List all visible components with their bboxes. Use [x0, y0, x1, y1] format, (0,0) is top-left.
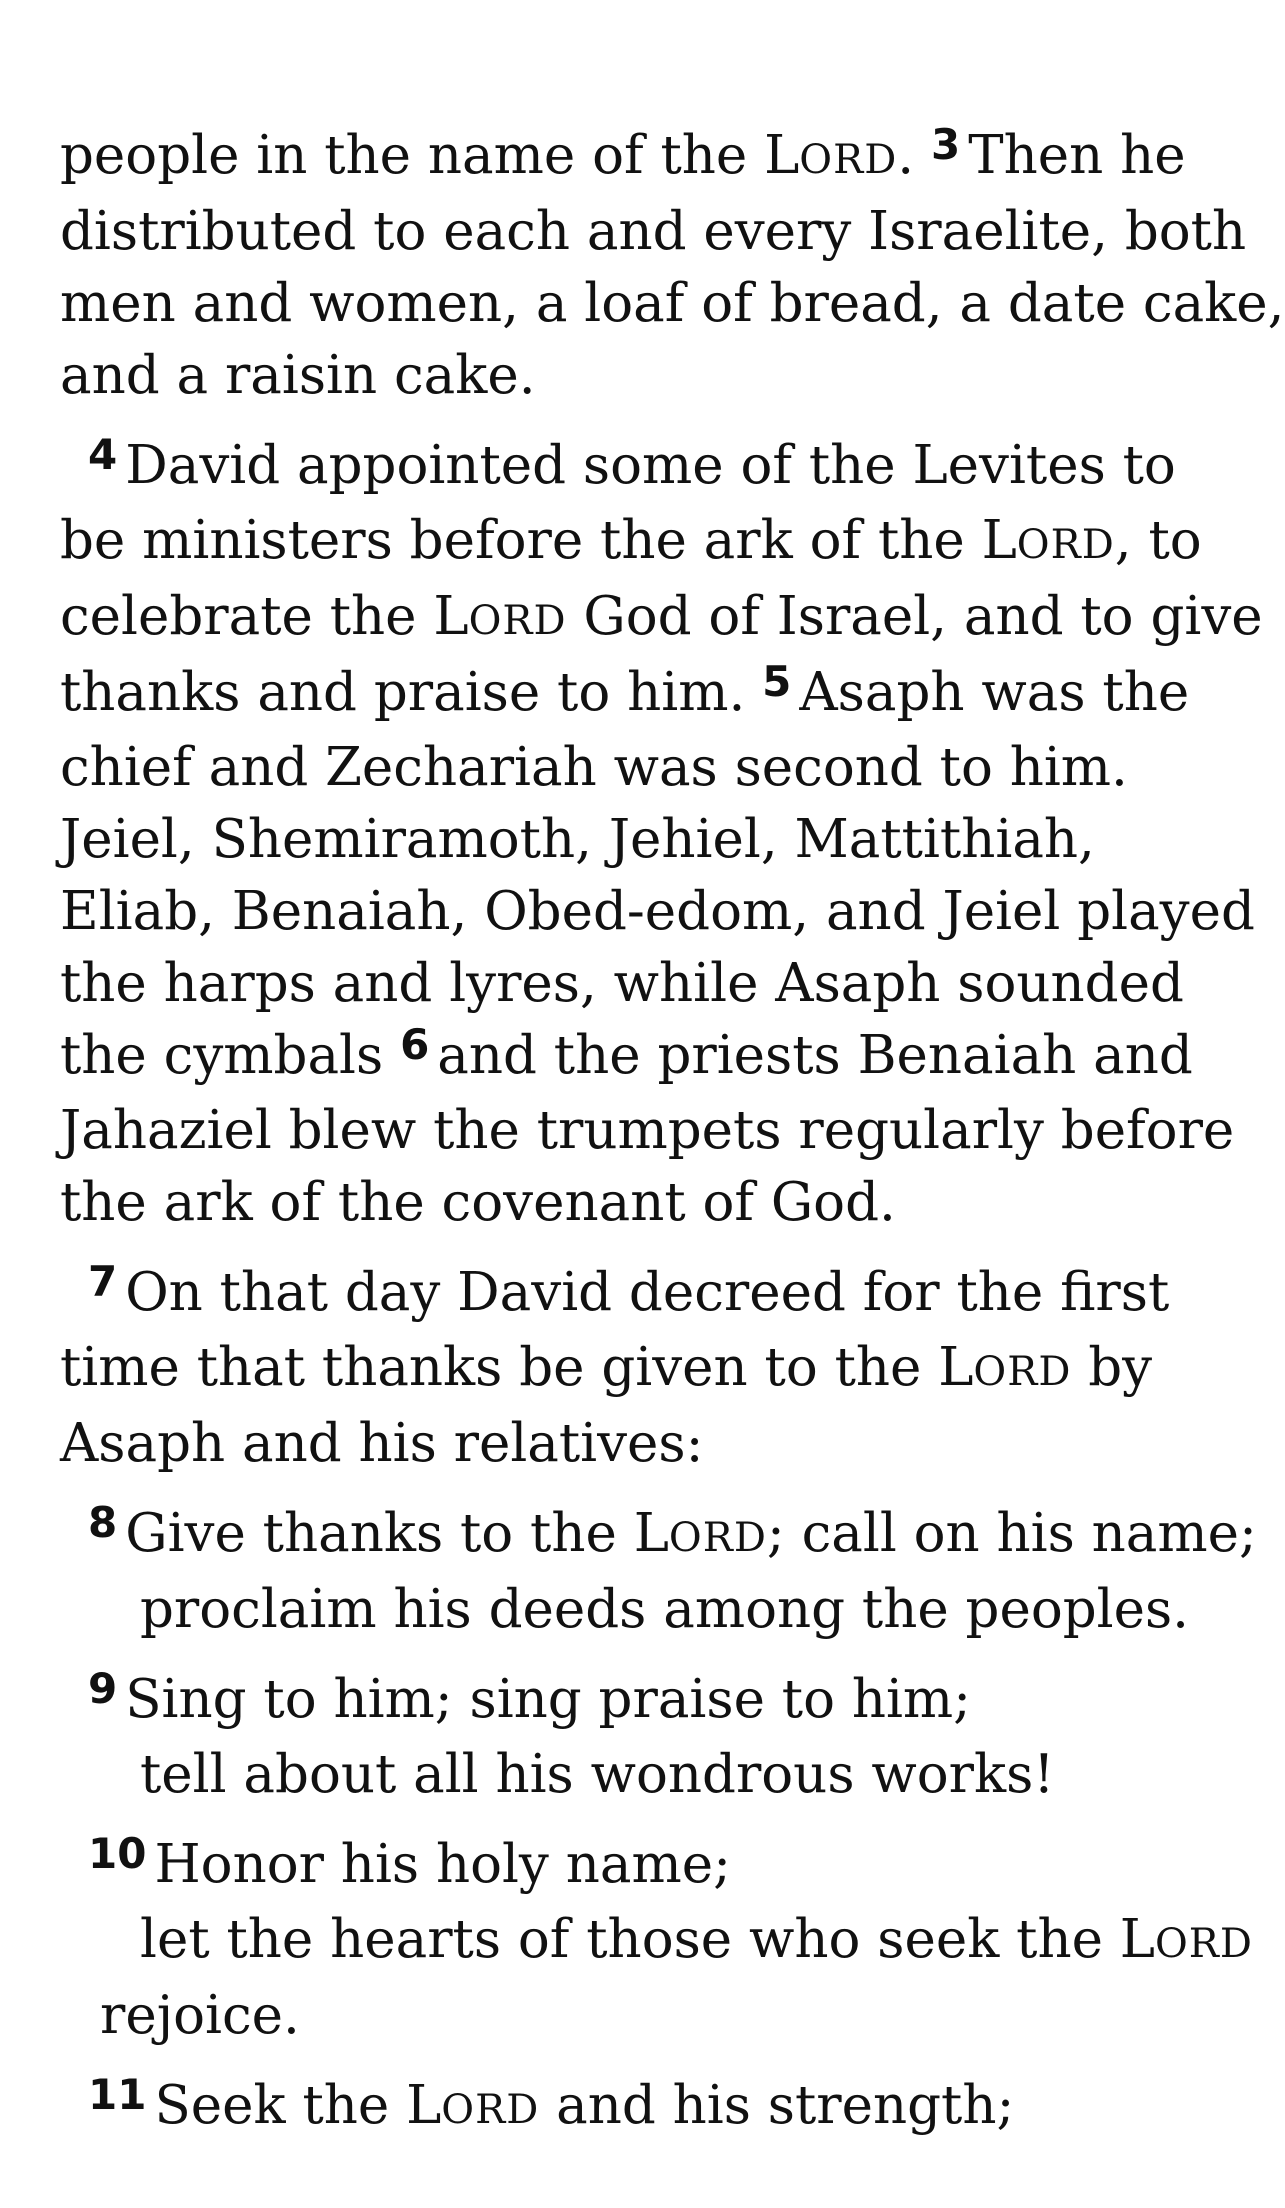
text-line	[60, 1257, 1200, 1332]
verse-number: 4	[88, 430, 118, 479]
text-span: by	[1071, 1337, 1153, 1398]
text-span: Seek the L	[154, 2075, 442, 2136]
text-span: David appointed some of the Levites to	[125, 435, 1176, 496]
verse-number: 6	[400, 1020, 430, 1069]
verse-number: 5	[762, 657, 792, 706]
poetry-line: proclaim his deeds among the peoples.	[140, 1579, 1190, 1640]
text-line: distributed to each and every Israelite, both	[60, 201, 1247, 262]
text-line	[60, 430, 1200, 505]
text-span: On that day David decreed for the first	[125, 1262, 1170, 1323]
text-span: Sing to him; sing praise to him;	[125, 1669, 972, 1730]
poetry-stanza	[60, 1664, 1200, 1811]
text-span: ; call on his name;	[766, 1503, 1257, 1564]
small-caps-lord: ORD	[1155, 1921, 1253, 1967]
poetry-line	[60, 2070, 1200, 2146]
small-caps-lord: ORD	[799, 137, 898, 183]
text-span: be ministers before the ark of the L	[60, 510, 1017, 571]
poetry-section	[60, 1498, 1257, 2146]
text-line	[60, 581, 1263, 657]
poetry-stanza	[60, 1829, 1253, 2052]
poetry-stanza	[60, 2070, 1200, 2146]
poetry-line	[60, 1829, 1200, 1904]
text-span: .	[897, 125, 915, 186]
small-caps-lord: ORD	[973, 1349, 1072, 1395]
verse-number: 7	[88, 1257, 118, 1306]
text-span: , to	[1114, 510, 1202, 571]
small-caps-lord: ORD	[1016, 522, 1115, 568]
small-caps-lord: ORD	[668, 1515, 767, 1561]
text-span: and his strength;	[539, 2075, 1015, 2136]
poetry-line	[60, 1664, 1200, 1739]
text-line	[60, 657, 1200, 732]
text-line: and a raisin cake.	[60, 345, 536, 406]
paragraph-1	[60, 120, 1285, 412]
text-span: celebrate the L	[60, 586, 469, 647]
text-span: and the priests Benaiah and	[437, 1025, 1193, 1086]
text-line: Jeiel, Shemiramoth, Jehiel, Mattithiah,	[60, 809, 1095, 870]
text-span: thanks and praise to him.	[60, 662, 746, 723]
poetry-line	[60, 1498, 1257, 1574]
text-span: people in the name of the L	[60, 125, 800, 186]
text-span: Asaph was the	[799, 662, 1190, 723]
poetry-line: rejoice.	[100, 1985, 300, 2046]
scripture-page	[60, 120, 1285, 2164]
verse-number: 10	[88, 1829, 147, 1878]
text-line: the harps and lyres, while Asaph sounded	[60, 953, 1184, 1014]
small-caps-lord: ORD	[468, 598, 567, 644]
verse-number: 8	[88, 1498, 118, 1547]
text-line: the ark of the covenant of God.	[60, 1172, 896, 1233]
text-span: Honor his holy name;	[154, 1834, 731, 1895]
verse-number: 3	[931, 120, 961, 169]
text-span: Give thanks to the L	[125, 1503, 669, 1564]
text-span: time that thanks be given to the L	[60, 1337, 974, 1398]
text-line	[60, 1332, 1200, 1408]
verse-number: 9	[88, 1664, 118, 1713]
text-line	[60, 1020, 1200, 1095]
poetry-line	[60, 1904, 1253, 1980]
text-span: Then he	[968, 125, 1186, 186]
text-line: men and women, a loaf of bread, a date cake,	[60, 273, 1285, 334]
paragraph-3	[60, 1257, 1200, 1480]
text-line: chief and Zechariah was second to him.	[60, 737, 1128, 798]
poetry-line: tell about all his wondrous works!	[140, 1744, 1055, 1805]
text-line: Jahaziel blew the trumpets regularly before	[60, 1100, 1235, 1161]
poetry-stanza	[60, 1498, 1257, 1646]
text-line: Asaph and his relatives:	[60, 1413, 704, 1474]
text-span: let the hearts of those who seek the L	[140, 1909, 1155, 1970]
text-line	[60, 120, 1200, 196]
text-line	[60, 505, 1200, 581]
text-line: Eliab, Benaiah, Obed-edom, and Jeiel played	[60, 881, 1255, 942]
small-caps-lord: ORD	[441, 2087, 540, 2133]
verse-number: 11	[88, 2070, 147, 2119]
text-span: the cymbals	[60, 1025, 384, 1086]
paragraph-2	[60, 430, 1263, 1239]
text-span: God of Israel, and to give	[566, 586, 1263, 647]
